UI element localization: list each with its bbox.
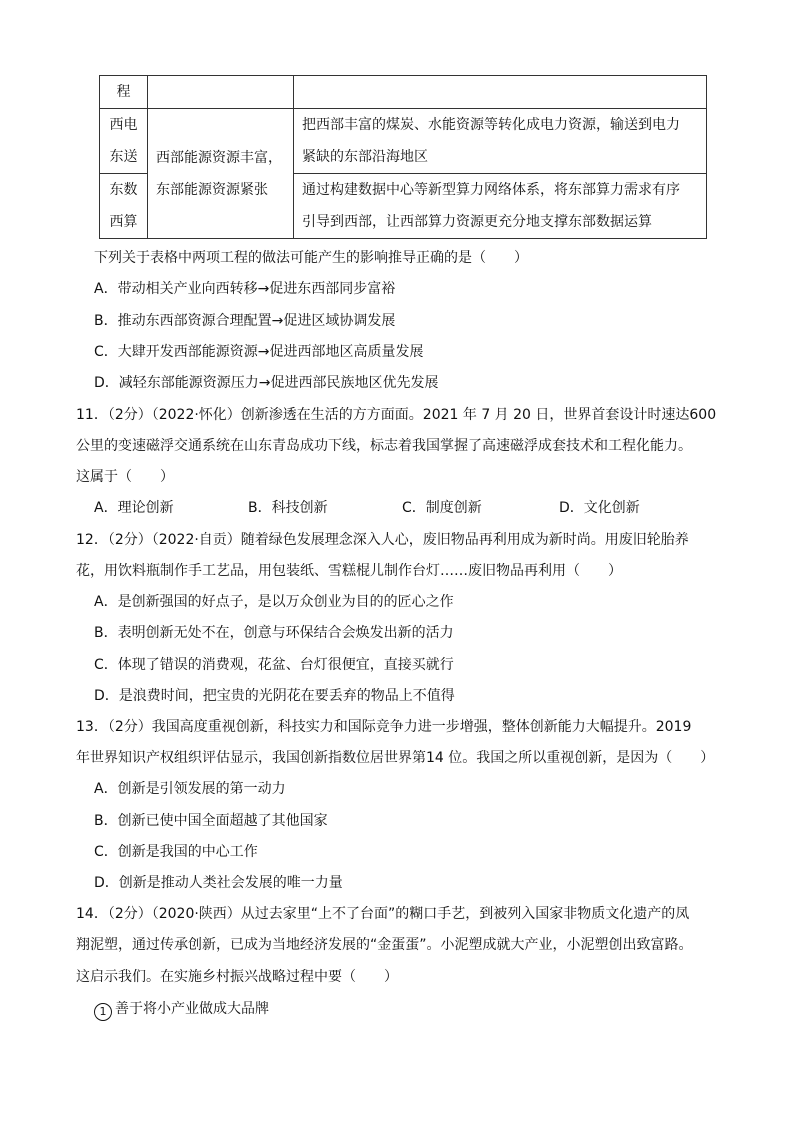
answer-option: C．大肆开发西部能源资源→促进西部地区高质量发展: [94, 344, 424, 360]
statement-text: 善于将小产业做成大品牌: [115, 1001, 269, 1017]
question-line: 这属于（ ）: [76, 469, 174, 485]
answer-option: D．创新是推动人类社会发展的唯一力量: [94, 875, 343, 891]
question-line: 年世界知识产权组织评估显示，我国创新指数位居世界第14 位。我国之所以重视创新，是因为（ ）: [76, 750, 715, 766]
answer-option: D．文化创新: [559, 500, 640, 516]
question-line: 11．（2分）（2022·怀化）创新渗透在生活的方方面面。2021 年 7 月 20 日，世界首套设计时速达600: [76, 407, 717, 423]
table-row: [100, 109, 707, 174]
question-line: 花，用饮料瓶制作手工艺品，用包装纸、雪糕棍儿制作台灯……废旧物品再利用（ ）: [76, 563, 622, 579]
answer-options-row: [94, 498, 734, 518]
statement-item: [94, 999, 269, 1021]
description-line: 紧缺的东部沿海地区: [302, 149, 428, 165]
project-table: [99, 75, 707, 239]
answer-option: A．理论创新: [94, 500, 174, 516]
question-line: 这启示我们。在实施乡村振兴战略过程中要（ ）: [76, 969, 398, 985]
question-line: 公里的变速磁浮交通系统在山东青岛成功下线，标志着我国掌握了高速磁浮成套技术和工程化能力。: [76, 438, 692, 454]
project-name-line: 西算: [109, 214, 138, 230]
table-cell-description: [294, 174, 707, 239]
answer-option: C．体现了错误的消费观，花盆、台灯很便宜，直接买就行: [94, 657, 454, 673]
question-line: 12．（2分）（2022·自贡）随着绿色发展理念深入人心，废旧物品再利用成为新时尚。用废旧轮胎养: [76, 532, 689, 548]
answer-option: B．表明创新无处不在，创意与环保结合会焕发出新的活力: [94, 625, 454, 641]
question-line: 翔泥塑，通过传承创新，已成为当地经济发展的“金蛋蛋”。小泥塑成就大产业，小泥塑创出致富路。: [76, 937, 693, 953]
answer-option: C．创新是我国的中心工作: [94, 844, 258, 860]
shared-reason-line: 西部能源资源丰富，: [156, 149, 282, 166]
project-name-line: 西电: [109, 117, 138, 133]
shared-reason-line: 东部能源资源紧张: [156, 181, 268, 198]
answer-option: A．是创新强国的好点子，是以万众创业为目的的匠心之作: [94, 594, 454, 610]
table-row: [100, 76, 707, 109]
answer-option: B．推动东西部资源合理配置→促进区域协调发展: [94, 313, 396, 329]
answer-option: C．制度创新: [402, 500, 482, 516]
answer-option: A．带动相关产业向西转移→促进东西部同步富裕: [94, 281, 396, 297]
table-cell-project-name: [100, 174, 148, 239]
description-line: 引导到西部，让西部算力资源更充分地支撑东部数据运算: [302, 214, 652, 230]
table-cell: 程: [100, 76, 148, 109]
question-line: 13．（2分）我国高度重视创新，科技实力和国际竞争力进一步增强，整体创新能力大幅提升。2019: [76, 719, 692, 735]
table-cell: [294, 76, 707, 109]
answer-option: A．创新是引领发展的第一动力: [94, 781, 286, 797]
answer-option: D．减轻东部能源资源压力→促进西部民族地区优先发展: [94, 375, 439, 391]
table-cell: [148, 76, 294, 109]
circled-number-marker: 1: [94, 1003, 112, 1021]
project-name-line: 东送: [109, 149, 138, 165]
question-stem: 下列关于表格中两项工程的做法可能产生的影响推导正确的是（ ）: [94, 250, 528, 266]
project-name-line: 东数: [109, 182, 138, 198]
table-cell-shared-reason: [148, 109, 294, 239]
table-cell-description: [294, 109, 707, 174]
question-line: 14．（2分）（2020·陕西）从过去家里“上不了台面”的糊口手艺，到被列入国家非物质文化遗产的凤: [76, 906, 690, 922]
description-line: 把西部丰富的煤炭、水能资源等转化成电力资源，输送到电力: [302, 117, 680, 133]
answer-option: B．科技创新: [248, 500, 328, 516]
description-line: 通过构建数据中心等新型算力网络体系，将东部算力需求有序: [302, 182, 680, 198]
table-cell-project-name: [100, 109, 148, 174]
answer-option: B．创新已使中国全面超越了其他国家: [94, 813, 328, 829]
answer-option: D．是浪费时间，把宝贵的光阴花在要丢弃的物品上不值得: [94, 688, 455, 704]
